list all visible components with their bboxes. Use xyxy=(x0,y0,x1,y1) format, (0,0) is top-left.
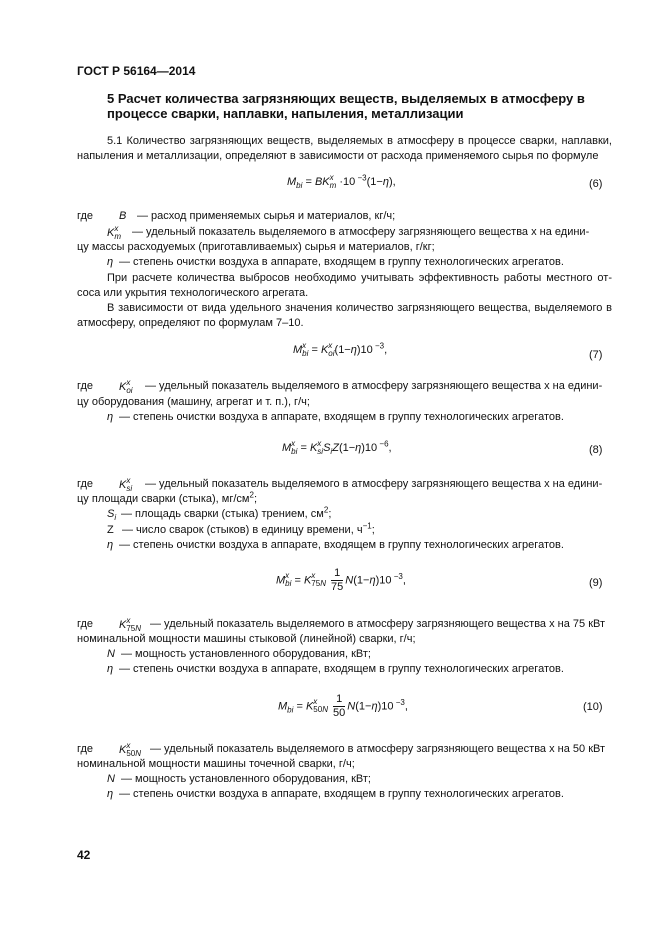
fraction-den: 75 xyxy=(331,581,344,593)
fraction-1-75 xyxy=(331,567,343,594)
symbol-k-75n: K x 75N xyxy=(119,616,142,633)
def-k-75n: — удельный показатель выделяемого в атмосферу загрязняющего вещества х на 75 кВт xyxy=(150,618,606,630)
def-k-si-cont: цу площади сварки (стыка), $мг/см^2$; xyxy=(77,490,257,505)
paragraph-depending: В зависимости от вида удельного значения количество загрязняющего вещества, выделяемого в атмосферу, определяют по формулам 7–10. xyxy=(77,302,612,329)
fraction-num: 1 xyxy=(331,567,343,581)
symbol-eta: η xyxy=(107,663,114,675)
where-label: где xyxy=(77,380,94,392)
document-header: ГОСТ Р 56164—2014 xyxy=(77,64,196,78)
symbol-k-m: K x m xyxy=(107,224,122,241)
def-k-50n: — удельный показатель выделяемого в атмосферу загрязняющего вещества х на 50 кВт xyxy=(150,743,606,755)
def-eta: — степень очистки воздуха в аппарате, входящем в группу технологических агрегатов. xyxy=(119,256,564,268)
formula-8: M x bi = K x si $S_iZ(1-\eta)10$ $^{-6}$, xyxy=(282,439,392,457)
paragraph-5-1: 5.1 Количество загрязняющих веществ, выделяемых в атмосферу в процессе сварки, наплавки, напыления и металлизации, определяют в зависимости от расхода применяемого сырья по формуле xyxy=(77,135,612,162)
def-s-i-text: — площадь сварки (стыка) трением, см xyxy=(121,508,324,520)
where-label: где xyxy=(77,478,94,490)
symbol-n: N xyxy=(107,773,115,785)
symbol-eta: η xyxy=(107,411,114,423)
fraction-1-50 xyxy=(333,693,345,720)
formula-6: $M_{bi}$ = BK x m ·10 $^{-3}$(1−η), xyxy=(287,173,396,191)
symbol-b: B xyxy=(119,210,127,222)
symbol-eta: η xyxy=(107,539,114,551)
def-eta: — степень очистки воздуха в аппарате, входящем в группу технологических агрегатов. xyxy=(119,539,564,551)
def-k-si-cont-text: цу площади сварки (стыка), мг/см xyxy=(77,493,250,505)
def-eta: — степень очистки воздуха в аппарате, входящем в группу технологических агрегатов. xyxy=(119,788,564,800)
section-title: 5 Расчет количества загрязняющих веществ, выделяемых в атмосферу в процессе сварки, наплавки, напыления, металлизации xyxy=(107,91,585,121)
formula-10-number: (10) xyxy=(583,701,603,713)
formula-8-number: (8) xyxy=(589,444,603,456)
def-k-oi-cont: цу оборудования (машину, агрегат и т. п.), г/ч; xyxy=(77,396,310,408)
symbol-eta: η xyxy=(107,256,114,268)
def-s-i: — площадь сварки (стыка) трением, $см^2$; xyxy=(121,505,332,520)
def-k-m: — удельный показатель выделяемого в атмосферу загрязняющего вещества х на едини- xyxy=(132,226,590,238)
formula-6-number: (6) xyxy=(589,178,603,190)
def-eta: — степень очистки воздуха в аппарате, входящем в группу технологических агрегатов. xyxy=(119,411,564,423)
page-number: 42 xyxy=(77,848,91,862)
symbol-k-50n: K x 50N xyxy=(119,741,142,758)
def-n: — мощность установленного оборудования, кВт; xyxy=(121,648,371,660)
where-label: где xyxy=(77,618,94,630)
def-k-si: — удельный показатель выделяемого в атмосферу загрязняющего вещества х на едини- xyxy=(145,478,603,490)
symbol-eta: η xyxy=(107,788,114,800)
symbol-n: N xyxy=(107,648,115,660)
fraction-den: 50 xyxy=(333,707,346,719)
formula-7: M x bi = K x oi (1−η)10 $^{-3}$, xyxy=(293,341,388,358)
formula-7-number: (7) xyxy=(589,349,603,361)
def-k-75n-cont: номинальной мощности машины стыковой (линейной) сварки, г/ч; xyxy=(77,633,416,645)
symbol-k-oi: K x oi xyxy=(119,378,133,395)
where-label: где xyxy=(77,210,94,222)
def-k-oi: — удельный показатель выделяемого в атмосферу загрязняющего вещества х на едини- xyxy=(145,380,603,392)
formula-10: $M_{bi} = K$ x 50N $\frac{1}{50}$ N(1−η)10 $^{-3}$, xyxy=(278,693,408,719)
paragraph-efficiency: При расчете количества выбросов необходимо учитывать эффективность работы местного от-соса или укрытия технологического агрегата. xyxy=(77,272,612,299)
formula-9-number: (9) xyxy=(589,577,603,589)
def-z: — число сварок (стыков) в единицу времени, $ч^{-1}$; xyxy=(122,521,375,536)
def-b: — расход применяемых сырья и материалов, кг/ч; xyxy=(137,210,396,222)
def-k-m-cont: цу массы расходуемых (приготавливаемых) сырья и материалов, г/кг; xyxy=(77,241,435,253)
where-label: где xyxy=(77,743,94,755)
def-z-text: — число сварок (стыков) в единицу времени, ч xyxy=(122,524,363,536)
symbol-k-si: K x si xyxy=(119,476,133,493)
formula-9: M x bi = K x 75N $\frac{1}{75}$ N(1−η)10 $^{-3}$, xyxy=(276,567,406,593)
def-eta: — степень очистки воздуха в аппарате, входящем в группу технологических агрегатов. xyxy=(119,663,564,675)
def-n: — мощность установленного оборудования, кВт; xyxy=(121,773,371,785)
symbol-z: Z xyxy=(107,524,114,536)
fraction-num: 1 xyxy=(333,693,345,707)
def-k-50n-cont: номинальной мощности машины точечной сварки, г/ч; xyxy=(77,758,355,770)
symbol-s-i: $S_i$ xyxy=(107,508,117,523)
